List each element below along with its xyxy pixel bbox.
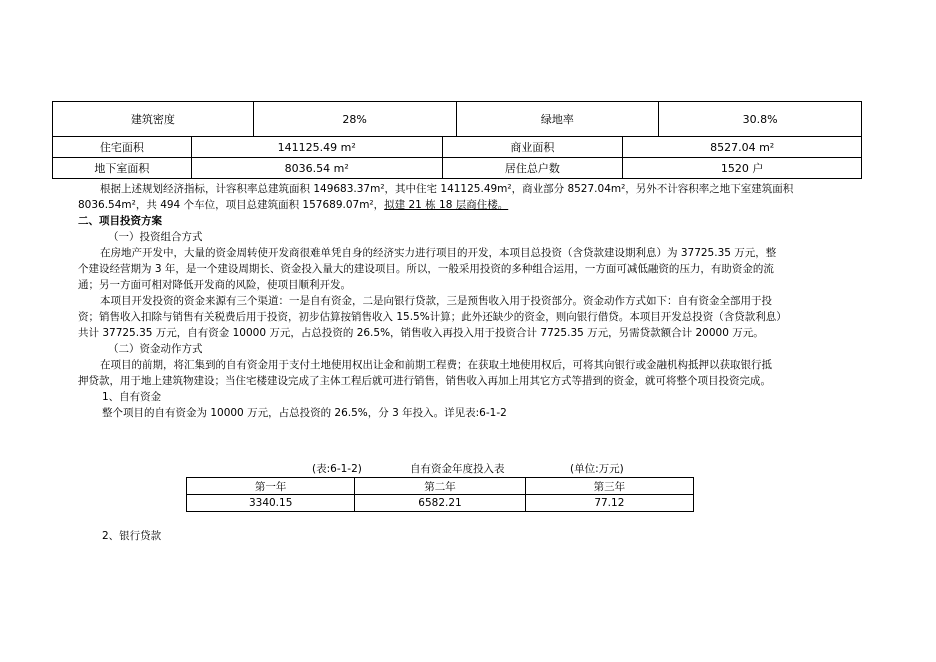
table-cell: 住宅面积 <box>53 137 192 158</box>
table-cell: 8036.54 m² <box>191 158 442 179</box>
table-cell: 28% <box>253 102 456 137</box>
table-row <box>53 137 862 158</box>
table-header-row <box>187 478 694 495</box>
item-text: 整个项目的自有资金为 10000 万元，占总投资的 26.5%，分 3 年投入。详见表:6-1-2 <box>102 407 507 419</box>
para1-line1: 根据上述规划经济指标，计容积率总建筑面积 149683.37m²，其中住宅 141125.49m²，商业部分 8527.04m²，另外不计容积率之地下室建筑面积 <box>100 183 794 195</box>
subsection-title: （一）投资组合方式 <box>108 231 203 243</box>
table-header-cell: 第一年 <box>187 478 355 495</box>
table-header-cell: 第三年 <box>525 478 693 495</box>
table-row <box>187 495 694 512</box>
table-unit: (单位:万元) <box>570 463 624 475</box>
para1-line2 <box>78 197 508 213</box>
para4-line1: 在项目的前期，将汇集到的自有资金用于支付土地使用权出让金和前期工程费；在获取土地使用权后，可将其向银行或金融机构抵押以获取银行抵 <box>100 359 772 371</box>
table-cell: 141125.49 m² <box>191 137 442 158</box>
item-title: 2、银行贷款 <box>102 530 162 542</box>
para4-line2: 押贷款，用于地上建筑物建设；当住宅楼建设完成了主体工程后就可进行销售，销售收入再加上用其它方式等措到的资金，就可将整个项目投资完成。 <box>78 375 771 387</box>
subsection-title: （二）资金动作方式 <box>108 343 203 355</box>
para2-line2: 个建设经营期为 3 年，是一个建设周期长、资金投入量大的建设项目。所以，一般采用投资的多种组合运用，一方面可减低融资的压力，有助资金的流 <box>78 263 774 275</box>
table-cell: 30.8% <box>659 102 862 137</box>
item-title: 1、自有资金 <box>102 391 162 403</box>
table-cell: 建筑密度 <box>53 102 254 137</box>
para3-line2: 资；销售收入扣除与销售有关税费后用于投资，初步估算按销售收入 15.5%计算；此外还缺少的资金，则向银行借贷。本项目开发总投资（含贷款利息） <box>78 311 787 323</box>
para3-line3: 共计 37725.35 万元，自有资金 10000 万元，占总投资的 26.5%，销售收入再投入用于投资合计 7725.35 万元，另需贷款额合计 20000 万元。 <box>78 327 764 339</box>
table-row <box>53 158 862 179</box>
para1-line2-underlined: 拟建 21 栋 18 层商住楼。 <box>384 199 509 211</box>
para2-line1: 在房地产开发中，大量的资金周转使开发商很难单凭自身的经济实力进行项目的开发，本项目总投资（含贷款建设期利息）为 37725.35 万元，整 <box>100 247 777 259</box>
section-title: 二、项目投资方案 <box>78 215 162 227</box>
table-row <box>53 102 862 137</box>
table-header-cell: 第二年 <box>355 478 525 495</box>
para2-line3: 通；另一方面可相对降低开发商的风险，使项目顺利开发。 <box>78 279 351 291</box>
table-cell: 77.12 <box>525 495 693 512</box>
table-cell: 绿地率 <box>456 102 659 137</box>
table-cell: 6582.21 <box>355 495 525 512</box>
para3-line1: 本项目开发投资的资金来源有三个渠道：一是自有资金，二是向银行贷款，三是预售收入用于投资部分。资金动作方式如下：自有资金全部用于投 <box>100 295 772 307</box>
equity-investment-table <box>186 477 694 512</box>
density-table <box>52 101 862 137</box>
table-cell: 地下室面积 <box>53 158 192 179</box>
table-cell: 1520 户 <box>623 158 862 179</box>
table-cell: 居住总户数 <box>442 158 623 179</box>
table-title: 自有资金年度投入表 <box>410 463 505 475</box>
table-cell: 8527.04 m² <box>623 137 862 158</box>
table-cell: 商业面积 <box>442 137 623 158</box>
para1-line2-text: 8036.54m²，共 494 个车位，项目总建筑面积 157689.07m²， <box>78 199 385 211</box>
table-tag: (表:6-1-2) <box>312 463 362 475</box>
area-table <box>52 136 862 179</box>
table-cell: 3340.15 <box>187 495 355 512</box>
